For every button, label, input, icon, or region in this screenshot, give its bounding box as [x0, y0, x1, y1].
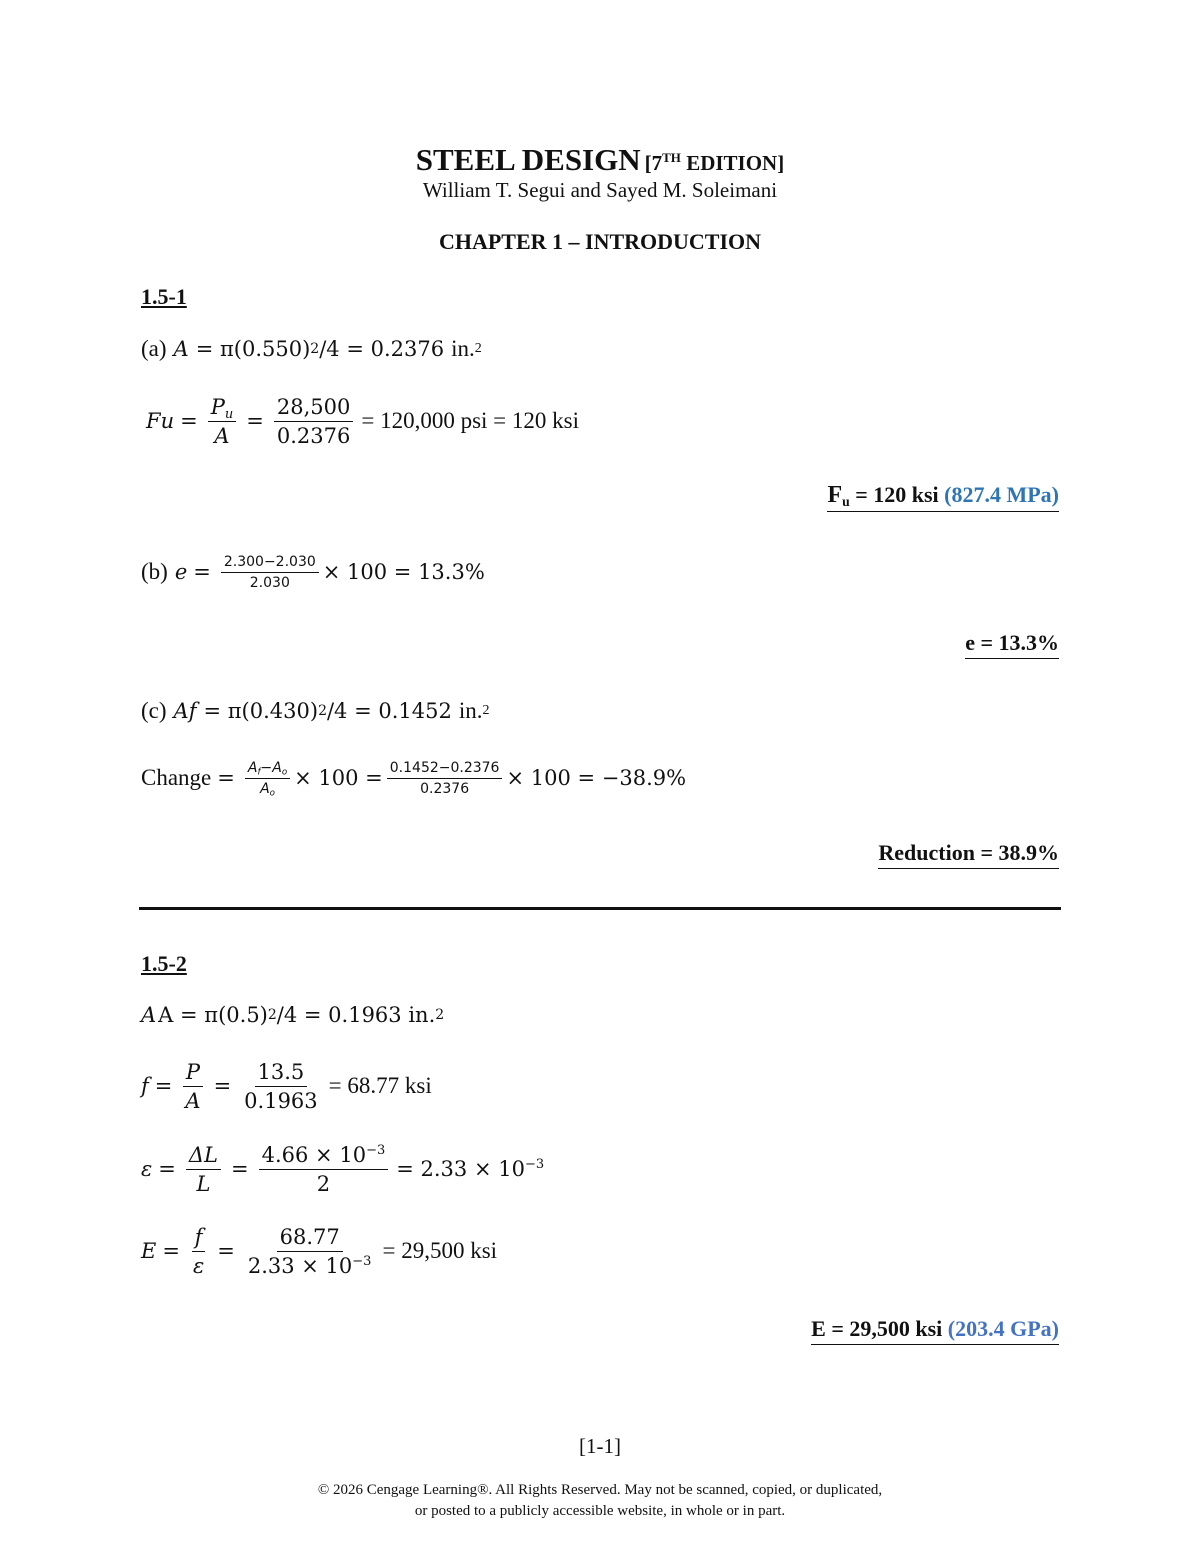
part-c-label: (c) [141, 698, 167, 723]
change-fraction-2: $\frac{0.1452-0.2376}{0.2376}$ [387, 760, 503, 797]
change-fraction-1: $\frac{A_f-A_o}{A_o}$ [245, 760, 290, 797]
modulus-result: = 29,500 ksi [382, 1238, 498, 1263]
answer-elongation: e = 13.3% [965, 630, 1059, 659]
page-number: [1-1] [579, 1434, 621, 1458]
part-a-label: (a) [141, 336, 167, 361]
book-title: STEEL DESIGN [415, 142, 641, 177]
answer-fu-metric: (827.4 MPa) [944, 482, 1059, 507]
fu-fraction-2: $\frac{28,500}{0.2376}$ [274, 395, 353, 448]
area-symbol: A [173, 337, 189, 361]
problem-number-1-5-2: 1.5-2 [141, 951, 187, 976]
stress-fraction-1: $\frac{P}{A}$ [182, 1060, 203, 1113]
chapter-title: CHAPTER 1 – INTRODUCTION [438, 229, 762, 254]
modulus-fraction-2: $\frac{68.77}{2.33 \times 10^{-3}}$ [247, 1224, 372, 1278]
strain-fraction-1: $\frac{\Delta L}{L}$ [186, 1143, 221, 1196]
copyright-line-2: or posted to a publicly accessible website, in whole or in part. [414, 1503, 786, 1519]
modulus-equation: E = $\frac{f}{\varepsilon}$ = $\frac{68.77}{2.33 \times 10^{-3}}$ = 29,500 ksi [141, 1224, 498, 1278]
fu-fraction-1: $\frac{P_u}{A}$ [208, 395, 237, 448]
part-b-label: (b) [141, 559, 168, 584]
stress-result: = 68.77 ksi [328, 1073, 432, 1098]
strain-result: = $2.33 \times 10^{-3}$ [396, 1156, 545, 1181]
fu-equation: F u = $\frac{P_u}{A}$ = $\frac{28,500}{0.2376}$ = 120,000 psi = 120 ksi [146, 394, 579, 448]
answer-reduction: Reduction = 38.9% [878, 840, 1059, 869]
answer-modulus-metric: (203.4 GPa) [947, 1316, 1059, 1341]
book-title-line [0, 142, 1200, 178]
modulus-fraction-1: $\frac{f}{\varepsilon}$ [192, 1224, 205, 1278]
elongation-fraction: $\frac{2.300-2.030}{2.030}$ [221, 554, 319, 591]
change-equation: Change = $\frac{A_f-A_o}{A_o}$ × 100 = $\frac{0.1452-0.2376}{0.2376}$ × 100 = −38.9% [141, 759, 687, 799]
part-a-area-equation: (a) A = π(0.550) 2 /4 = 0.2376 in. 2 [141, 336, 482, 361]
problem-number-1-5-1: 1.5-1 [141, 284, 187, 309]
authors: William T. Segui and Sayed M. Soleimani [422, 178, 778, 202]
copyright-line-1: © 2026 Cengage Learning®. All Rights Reserved. May not be scanned, copied, or duplicated, [317, 1482, 883, 1498]
strain-fraction-2: $\frac{4.66 \times 10^{-3}}{2}$ [259, 1143, 389, 1196]
fu-result: = 120,000 psi = 120 ksi [361, 408, 579, 433]
part-b-elongation-equation: (b) e = $\frac{2.300-2.030}{2.030}$ × 100 = 13.3% [141, 553, 485, 591]
strain-equation: ε = $\frac{\Delta L}{L}$ = $\frac{4.66 \times 10^{-3}}{2}$ = $2.33 \times 10^{-3}$ [141, 1142, 545, 1196]
problem-2-area-equation: A A = π(0.5) 2 /4 = 0.1963 in. 2 [141, 1003, 445, 1027]
stress-equation: f = $\frac{P}{A}$ = $\frac{13.5}{0.1963}$ = 68.77 ksi [141, 1059, 432, 1113]
part-c-area-equation: (c) A f = π(0.430) 2 /4 = 0.1452 in. 2 [141, 698, 490, 723]
edition: [7TH EDITION] [644, 149, 785, 175]
answer-fu: $F_u = 120$ ksi (827.4 MPa) [827, 482, 1059, 512]
stress-fraction-2: $\frac{13.5}{0.1963}$ [244, 1059, 318, 1113]
answer-modulus: E = 29,500 ksi (203.4 GPa) [811, 1316, 1059, 1345]
section-divider [139, 907, 1061, 910]
change-label: Change [141, 765, 212, 790]
